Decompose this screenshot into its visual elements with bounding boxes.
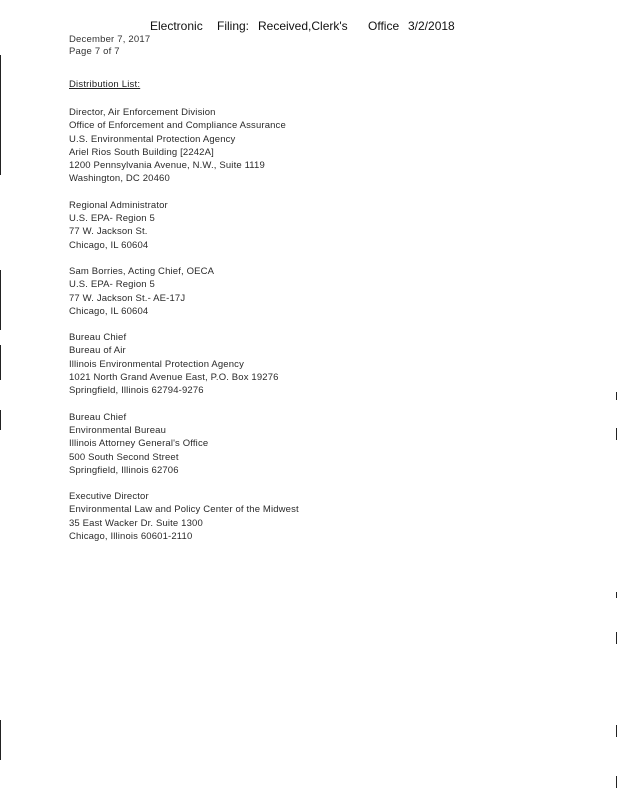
scan-edge-mark — [0, 55, 1, 175]
stamp-date: 3/2/2018 — [408, 19, 455, 33]
recipient-list — [69, 106, 549, 556]
stamp-part: Filing: — [217, 19, 250, 33]
scan-edge-mark — [616, 776, 617, 788]
recipient-block — [69, 490, 549, 543]
address-line: Illinois Attorney General's Office — [69, 438, 209, 450]
address-line: Bureau Chief — [69, 332, 127, 344]
distribution-list-title: Distribution List: — [69, 79, 141, 90]
address-line: Ariel Rios South Building [2242A] — [69, 146, 214, 158]
address-line: 77 W. Jackson St. — [69, 226, 148, 238]
scan-edge-mark — [0, 410, 1, 430]
address-line: Regional Administrator — [69, 199, 168, 211]
scan-edge-mark — [616, 592, 617, 598]
scan-edge-mark — [616, 632, 617, 644]
address-line: Environmental Law and Policy Center of the Midwest — [69, 504, 299, 516]
stamp-part: Electronic — [150, 19, 203, 33]
page-header — [69, 34, 150, 58]
recipient-block — [69, 411, 549, 477]
scan-edge-mark — [616, 392, 617, 400]
address-line: Chicago, Illinois 60601-2110 — [69, 531, 193, 543]
address-line: Springfield, Illinois 62794-9276 — [69, 385, 204, 397]
letter-date: December 7, 2017 — [69, 34, 151, 45]
scan-edge-mark — [0, 270, 1, 330]
stamp-part: Received,Clerk's — [258, 19, 348, 33]
address-line: Illinois Environmental Protection Agency — [69, 358, 244, 370]
address-line: Springfield, Illinois 62706 — [69, 464, 179, 476]
address-line: Washington, DC 20460 — [69, 173, 170, 185]
recipient-block — [69, 331, 549, 397]
address-line: U.S. Environmental Protection Agency — [69, 133, 236, 145]
filing-stamp — [150, 19, 455, 33]
address-line: 1200 Pennsylvania Avenue, N.W., Suite 1119 — [69, 160, 265, 172]
address-line: Office of Enforcement and Compliance Assurance — [69, 120, 286, 132]
address-line: Director, Air Enforcement Division — [69, 107, 216, 118]
scan-edge-mark — [0, 720, 1, 760]
address-line: 500 South Second Street — [69, 451, 179, 463]
scan-edge-mark — [0, 345, 1, 380]
stamp-part: Office — [368, 19, 400, 33]
recipient-block — [69, 199, 549, 252]
address-line: Executive Director — [69, 491, 149, 503]
recipient-block — [69, 265, 549, 318]
address-line: Environmental Bureau — [69, 424, 166, 436]
address-line: Sam Borries, Acting Chief, OECA — [69, 265, 215, 277]
recipient-block — [69, 106, 549, 186]
address-line: 1021 North Grand Avenue East, P.O. Box 19276 — [69, 372, 279, 384]
address-line: U.S. EPA- Region 5 — [69, 213, 155, 225]
address-line: Bureau of Air — [69, 345, 126, 357]
address-line: Chicago, IL 60604 — [69, 305, 149, 317]
address-line: Chicago, IL 60604 — [69, 239, 149, 251]
scan-edge-mark — [616, 428, 617, 440]
page-number: Page 7 of 7 — [69, 46, 120, 57]
address-line: U.S. EPA- Region 5 — [69, 279, 155, 291]
address-line: 77 W. Jackson St.- AE-17J — [69, 292, 186, 304]
address-line: Bureau Chief — [69, 411, 127, 423]
scan-edge-mark — [616, 725, 617, 737]
address-line: 35 East Wacker Dr. Suite 1300 — [69, 517, 203, 529]
